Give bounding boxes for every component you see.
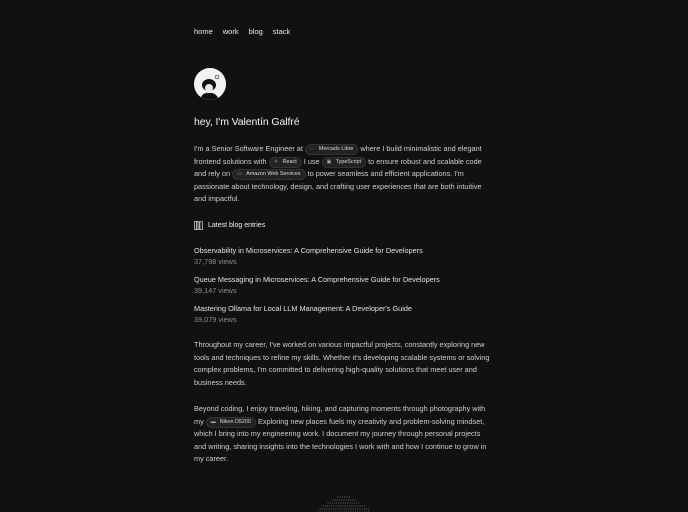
globe-dot bbox=[340, 496, 341, 497]
blog-entry-views: 37,798 views bbox=[194, 257, 237, 266]
dotted-globe-graphic bbox=[318, 494, 370, 512]
globe-dot bbox=[352, 499, 353, 500]
globe-dot bbox=[346, 496, 347, 497]
globe-dot bbox=[364, 505, 365, 506]
globe-dot bbox=[322, 508, 323, 509]
globe-dot bbox=[364, 508, 365, 509]
globe-dot bbox=[350, 499, 351, 500]
badge-label: React bbox=[282, 158, 297, 165]
globe-dot bbox=[338, 505, 339, 506]
globe-dot bbox=[336, 502, 337, 503]
globe-dot bbox=[332, 502, 333, 503]
globe-dot bbox=[341, 499, 342, 500]
aws-icon: ▭ bbox=[237, 171, 242, 178]
typescript-icon: ▣ bbox=[326, 158, 332, 165]
globe-dot bbox=[346, 508, 347, 509]
globe-dot bbox=[330, 502, 331, 503]
globe-dot bbox=[345, 502, 346, 503]
globe-dot bbox=[362, 505, 363, 506]
badge-react[interactable] bbox=[269, 157, 302, 168]
globe-dot bbox=[348, 508, 349, 509]
camera-icon: ▬ bbox=[210, 418, 216, 425]
intro-text: to power seamless and efficient applications. I'm passionate about technology, design, and crafting user experiences that are both intuitive and impactful. bbox=[194, 169, 482, 204]
hobbies-text: Exploring new places fuels my creativity and problem-solving mindset, which I bring into my engineering work. I document my journey through personal projects and writing, sharing insights into the technologies I work with and how I continue to grow in my career. bbox=[194, 416, 487, 464]
handshake-icon: ◌ bbox=[309, 146, 313, 152]
globe-dot bbox=[348, 496, 349, 497]
globe-dot bbox=[357, 508, 358, 509]
nav-blog[interactable]: blog bbox=[248, 27, 263, 36]
globe-dot bbox=[333, 505, 334, 506]
globe-dot bbox=[356, 502, 357, 503]
blog-entry bbox=[194, 246, 494, 275]
globe-dot bbox=[337, 499, 338, 500]
blog-entry-title[interactable]: Mastering Ollama for Local LLM Management: A Developer's Guide bbox=[194, 304, 412, 313]
badge-nikon[interactable] bbox=[206, 417, 256, 428]
globe-dot bbox=[368, 508, 369, 509]
globe-dot bbox=[347, 502, 348, 503]
page-title: hey, I'm Valentín Galfré bbox=[194, 116, 300, 128]
globe-dot bbox=[353, 505, 354, 506]
badge-label: TypeScript bbox=[335, 158, 362, 165]
badge-label: Mercado Libre bbox=[318, 146, 354, 152]
globe-dot bbox=[337, 496, 338, 497]
hobbies-text: Beyond coding, I enjoy traveling, hiking, and capturing moments through photography with my bbox=[194, 404, 486, 426]
globe-dot bbox=[349, 502, 350, 503]
avatar bbox=[194, 68, 226, 100]
globe-dot bbox=[358, 505, 359, 506]
globe-dot bbox=[344, 508, 345, 509]
react-icon: ⚛ bbox=[273, 158, 279, 165]
intro-paragraph bbox=[194, 143, 494, 206]
globe-dot bbox=[350, 508, 351, 509]
globe-dot bbox=[347, 505, 348, 506]
globe-dot bbox=[359, 508, 360, 509]
globe-dot bbox=[335, 508, 336, 509]
globe-dot bbox=[331, 505, 332, 506]
globe-dot bbox=[343, 499, 344, 500]
globe-dot bbox=[338, 502, 339, 503]
blog-entry-views: 39,079 views bbox=[194, 315, 237, 324]
badge-label: Nikon D5200 bbox=[219, 418, 251, 425]
globe-dot bbox=[333, 508, 334, 509]
intro-text: I use bbox=[303, 156, 320, 166]
globe-dot bbox=[336, 505, 337, 506]
blog-entry bbox=[194, 304, 494, 333]
globe-dot bbox=[342, 505, 343, 506]
globe-dot bbox=[343, 502, 344, 503]
nav-work[interactable]: work bbox=[222, 27, 239, 36]
globe-dot bbox=[346, 499, 347, 500]
globe-dot bbox=[342, 508, 343, 509]
globe-dot bbox=[366, 508, 367, 509]
blog-entry-views: 39,147 views bbox=[194, 286, 237, 295]
intro-text: I'm a Senior Software Engineer at bbox=[194, 144, 303, 153]
globe-dot bbox=[349, 505, 350, 506]
globe-dot bbox=[342, 496, 343, 497]
top-nav bbox=[194, 27, 300, 36]
globe-dot bbox=[341, 502, 342, 503]
globe-dot bbox=[325, 505, 326, 506]
globe-dot bbox=[348, 499, 349, 500]
career-paragraph: Throughout my career, I've worked on various impactful projects, constantly exploring new tools and techniques to refine my skills. Whether it's developing scalable systems or solving complex problems, I'm committed to delivering high-quality solutions that meet user and business needs. bbox=[194, 340, 490, 387]
globe-dot bbox=[358, 502, 359, 503]
globe-dot bbox=[327, 505, 328, 506]
globe-dot bbox=[354, 502, 355, 503]
badge-mercado-libre[interactable] bbox=[305, 144, 358, 155]
intro-text: to ensure robust and scalable code and rely on bbox=[194, 156, 482, 179]
globe-dot bbox=[335, 499, 336, 500]
badge-typescript[interactable] bbox=[322, 157, 366, 168]
globe-dot bbox=[340, 505, 341, 506]
globe-dot bbox=[339, 508, 340, 509]
blog-entry-title[interactable]: Observability in Microservices: A Comprehensive Guide for Developers bbox=[194, 246, 423, 255]
globe-dot bbox=[352, 502, 353, 503]
globe-dot bbox=[322, 505, 323, 506]
globe-dot bbox=[318, 508, 319, 509]
blog-entry bbox=[194, 275, 494, 304]
globe-dot bbox=[326, 508, 327, 509]
globe-dot bbox=[328, 508, 329, 509]
globe-dot bbox=[354, 499, 355, 500]
blog-entry-title[interactable]: Queue Messaging in Microservices: A Comprehensive Guide for Developers bbox=[194, 275, 440, 284]
library-icon bbox=[194, 221, 203, 230]
nav-home[interactable]: home bbox=[194, 27, 213, 36]
globe-dot bbox=[351, 505, 352, 506]
globe-dot bbox=[327, 502, 328, 503]
globe-dot bbox=[344, 496, 345, 497]
blog-heading-label: Latest blog entries bbox=[208, 222, 266, 229]
nav-stack[interactable]: stack bbox=[272, 27, 291, 36]
hobbies-paragraph bbox=[194, 403, 494, 466]
globe-dot bbox=[334, 502, 335, 503]
globe-dot bbox=[337, 508, 338, 509]
blog-section-heading bbox=[194, 221, 265, 230]
globe-dot bbox=[361, 508, 362, 509]
globe-dot bbox=[360, 505, 361, 506]
globe-dot bbox=[331, 508, 332, 509]
globe-dot bbox=[329, 505, 330, 506]
globe-dot bbox=[355, 505, 356, 506]
intro-text: where I build minimalistic and elegant frontend solutions with bbox=[194, 144, 482, 166]
globe-dot bbox=[320, 508, 321, 509]
globe-dot bbox=[355, 508, 356, 509]
globe-dot bbox=[332, 499, 333, 500]
badge-label: Amazon Web Services bbox=[246, 171, 301, 178]
globe-dot bbox=[324, 508, 325, 509]
blog-list bbox=[194, 246, 494, 333]
badge-aws[interactable] bbox=[232, 169, 305, 180]
globe-dot bbox=[353, 508, 354, 509]
globe-dot bbox=[344, 505, 345, 506]
globe-dot bbox=[339, 499, 340, 500]
